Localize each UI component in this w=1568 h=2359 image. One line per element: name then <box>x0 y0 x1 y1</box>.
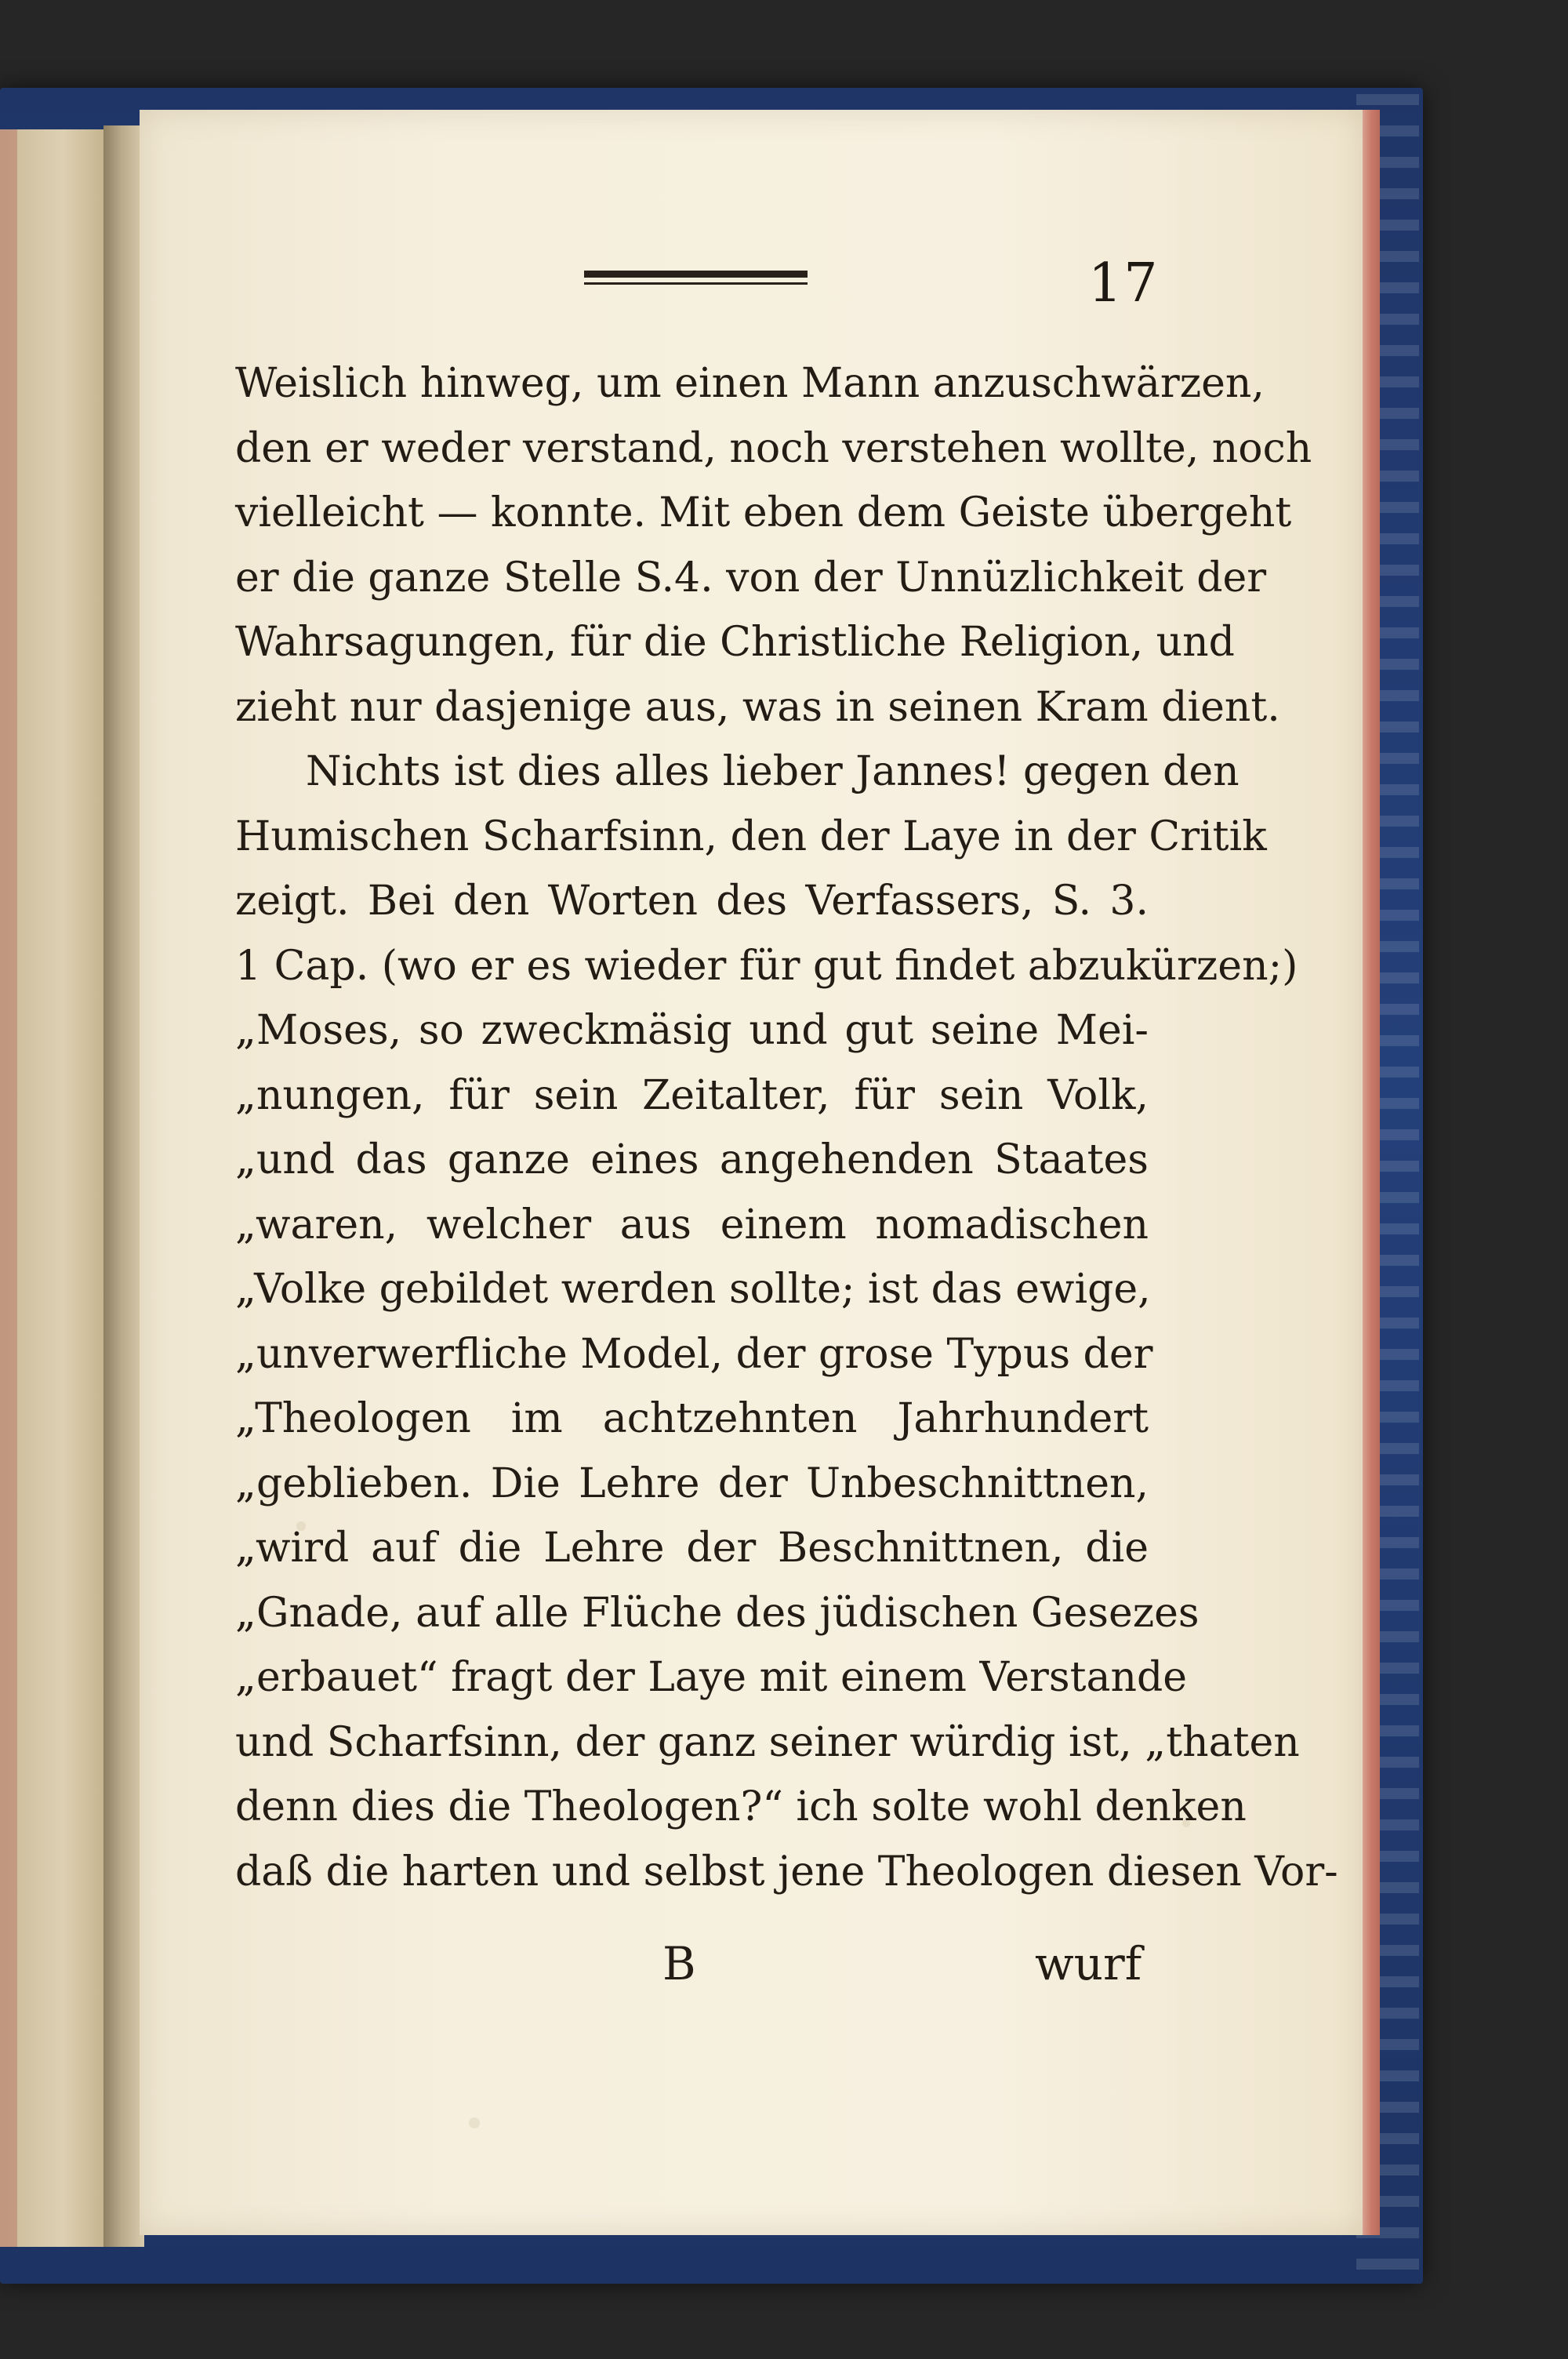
text-line: denn dies die Theologen?“ ich solte wohl denken <box>235 1783 1247 1830</box>
text-line: vielleicht — konnte. Mit eben dem Geiste übergeht <box>235 489 1292 536</box>
text-line: „Gnade, auf alle Flüche des jüdischen Gesezes <box>235 1589 1200 1637</box>
catchword: wurf <box>1035 1937 1142 1990</box>
text-line: „Theologen im achtzehnten Jahrhundert <box>235 1395 1149 1442</box>
text-line: „erbauet“ fragt der Laye mit einem Verstande <box>235 1654 1188 1701</box>
text-line: „unverwerfliche Model, der grose Typus der <box>235 1330 1153 1378</box>
text-line: „und das ganze eines angehenden Staates <box>235 1136 1149 1183</box>
text-line: „geblieben. Die Lehre der Unbeschnittnen, <box>235 1459 1149 1507</box>
foxing-spot <box>469 2117 480 2128</box>
body-text <box>235 351 1338 1904</box>
text-line: den er weder verstand, noch verstehen wollte, noch <box>235 424 1312 472</box>
signature-mark: B <box>662 1937 696 1990</box>
text-line: „nungen, für sein Zeitalter, für sein Volk, <box>235 1071 1149 1119</box>
text-line: Wahrsagungen, für die Christliche Religion, und <box>235 619 1235 666</box>
left-page-red-edge <box>0 129 17 2247</box>
text-line: „wird auf die Lehre der Beschnittnen, die <box>235 1525 1149 1572</box>
page-red-edge <box>1363 110 1380 2235</box>
text-line: 1 Cap. (wo er es wieder für gut findet abzukürzen;) <box>235 942 1298 990</box>
header-rule-thin <box>584 282 808 285</box>
page-number: 17 <box>1088 253 1160 314</box>
book-gutter <box>103 125 144 2247</box>
text-line: „waren, welcher aus einem nomadischen <box>235 1201 1149 1249</box>
text-line: Humischen Scharfsinn, den der Laye in der Critik <box>235 812 1267 860</box>
text-line: daß die harten und selbst jene Theologen diesen Vor- <box>235 1848 1338 1896</box>
text-line: er die ganze Stelle S.4. von der Unnüzlichkeit der <box>235 554 1267 602</box>
header-rule <box>584 271 808 278</box>
text-line: und Scharfsinn, der ganz seiner würdig ist, „thaten <box>235 1718 1300 1766</box>
text-line: zeigt. Bei den Worten des Verfassers, S. 3. <box>235 878 1149 925</box>
text-line: zieht nur dasjenige aus, was in seinen Kram dient. <box>235 683 1280 731</box>
text-line: Weislich hinweg, um einen Mann anzuschwärzen, <box>235 360 1265 407</box>
text-line: Nichts ist dies alles lieber Jannes! gegen den <box>306 748 1240 795</box>
text-line: „Volke gebildet werden sollte; ist das ewige, <box>235 1266 1151 1313</box>
text-line: „Moses, so zweckmäsig und gut seine Mei- <box>235 1007 1149 1054</box>
